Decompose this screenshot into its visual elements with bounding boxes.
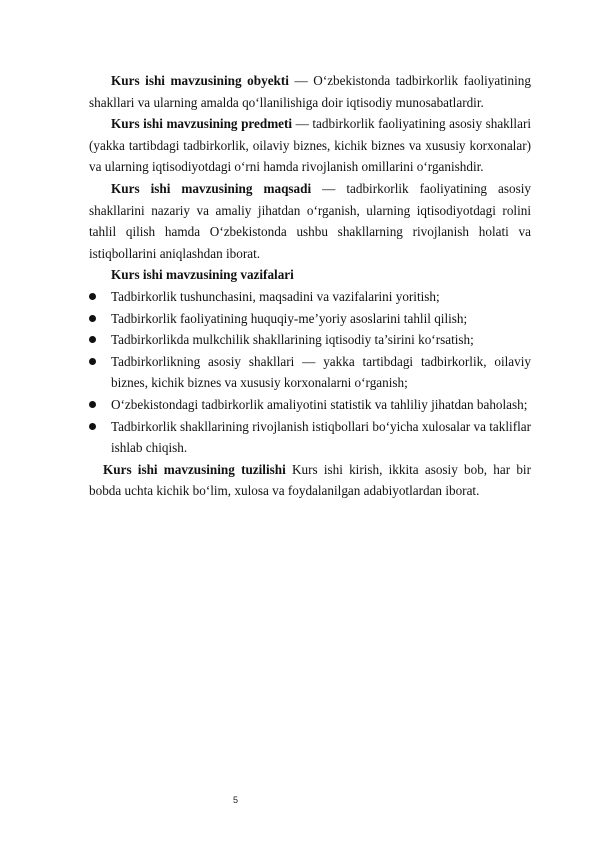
object-term: Kurs ishi mavzusining obyekti	[111, 73, 289, 88]
structure-paragraph	[89, 459, 531, 502]
list-item	[89, 286, 531, 308]
subject-text: — tadbirkorlik faoliyatining asosiy shakllari (yakka tartibdagi tadbirkorlik, oilaviy biznes, kichik biznes va xususiy korxonalar) va ularning iqtisodiyotdagi o‘rni hamda rivojlanish omillarini o‘rganishdir.	[89, 116, 532, 175]
list-item-text: Tadbirkorlik faoliyatining huquqiy-me’yoriy asoslarini tahlil qilish;	[111, 310, 468, 326]
list-item-text: Tadbirkorlik tushunchasini, maqsadini va vazifalarini yoritish;	[111, 288, 440, 304]
list-item-text: Tadbirkorlikning asosiy shakllari — yakka tartibdagi tadbirkorlik, oilaviy biznes, kichik biznes va xususiy korxonalarni o‘rganish;	[111, 353, 531, 391]
bullet-icon	[89, 401, 96, 408]
bullet-icon	[89, 336, 96, 343]
subject-paragraph	[89, 113, 531, 178]
list-item	[89, 329, 531, 351]
list-item	[89, 394, 531, 416]
bullet-icon	[89, 293, 96, 300]
subject-term: Kurs ishi mavzusining predmeti	[111, 116, 293, 132]
object-text: — O‘zbekistonda tadbirkorlik faoliyatining shakllari va ularning amalda qo‘llanilishiga doir iqtisodiy munosabatlardir.	[89, 73, 531, 110]
structure-term: Kurs ishi mavzusining tuzilishi	[103, 461, 286, 477]
page-number: 5	[233, 795, 239, 805]
goal-term: Kurs ishi mavzusining maqsadi	[111, 180, 312, 196]
list-item-text: O‘zbekistondagi tadbirkorlik amaliyotini statistik va tahliliy jihatdan baholash;	[111, 396, 528, 412]
bullet-icon	[89, 315, 96, 322]
tasks-heading: Kurs ishi mavzusining vazifalari	[111, 267, 294, 283]
list-item	[89, 308, 531, 330]
object-paragraph	[89, 70, 531, 113]
document-page	[89, 70, 531, 502]
bullet-icon	[89, 358, 96, 365]
list-item	[89, 351, 531, 394]
list-item-text: Tadbirkorlik shakllarining rivojlanish istiqbollari bo‘yicha xulosalar va takliflar ishlab chiqish.	[111, 418, 531, 456]
bullet-icon	[89, 423, 96, 430]
list-item	[89, 416, 531, 459]
tasks-list	[89, 286, 531, 459]
goal-text: — tadbirkorlik faoliyatining asosiy shakllarini nazariy va amaliy jihatdan o‘rganish, ularning iqtisodiyotdagi rolini tahlil qilish hamda O‘zbekistonda ushbu shakllarning rivojlanish holati va istiqbollarini aniqlashdan iborat.	[89, 180, 531, 261]
goal-paragraph	[89, 178, 531, 264]
structure-text: Kurs ishi kirish, ikkita asosiy bob, har bir bobda uchta kichik bo‘lim, xulosa va foydalanilgan adabiyotlardan iborat.	[89, 461, 531, 499]
list-item-text: Tadbirkorlikda mulkchilik shakllarining iqtisodiy ta’sirini ko‘rsatish;	[111, 332, 474, 348]
